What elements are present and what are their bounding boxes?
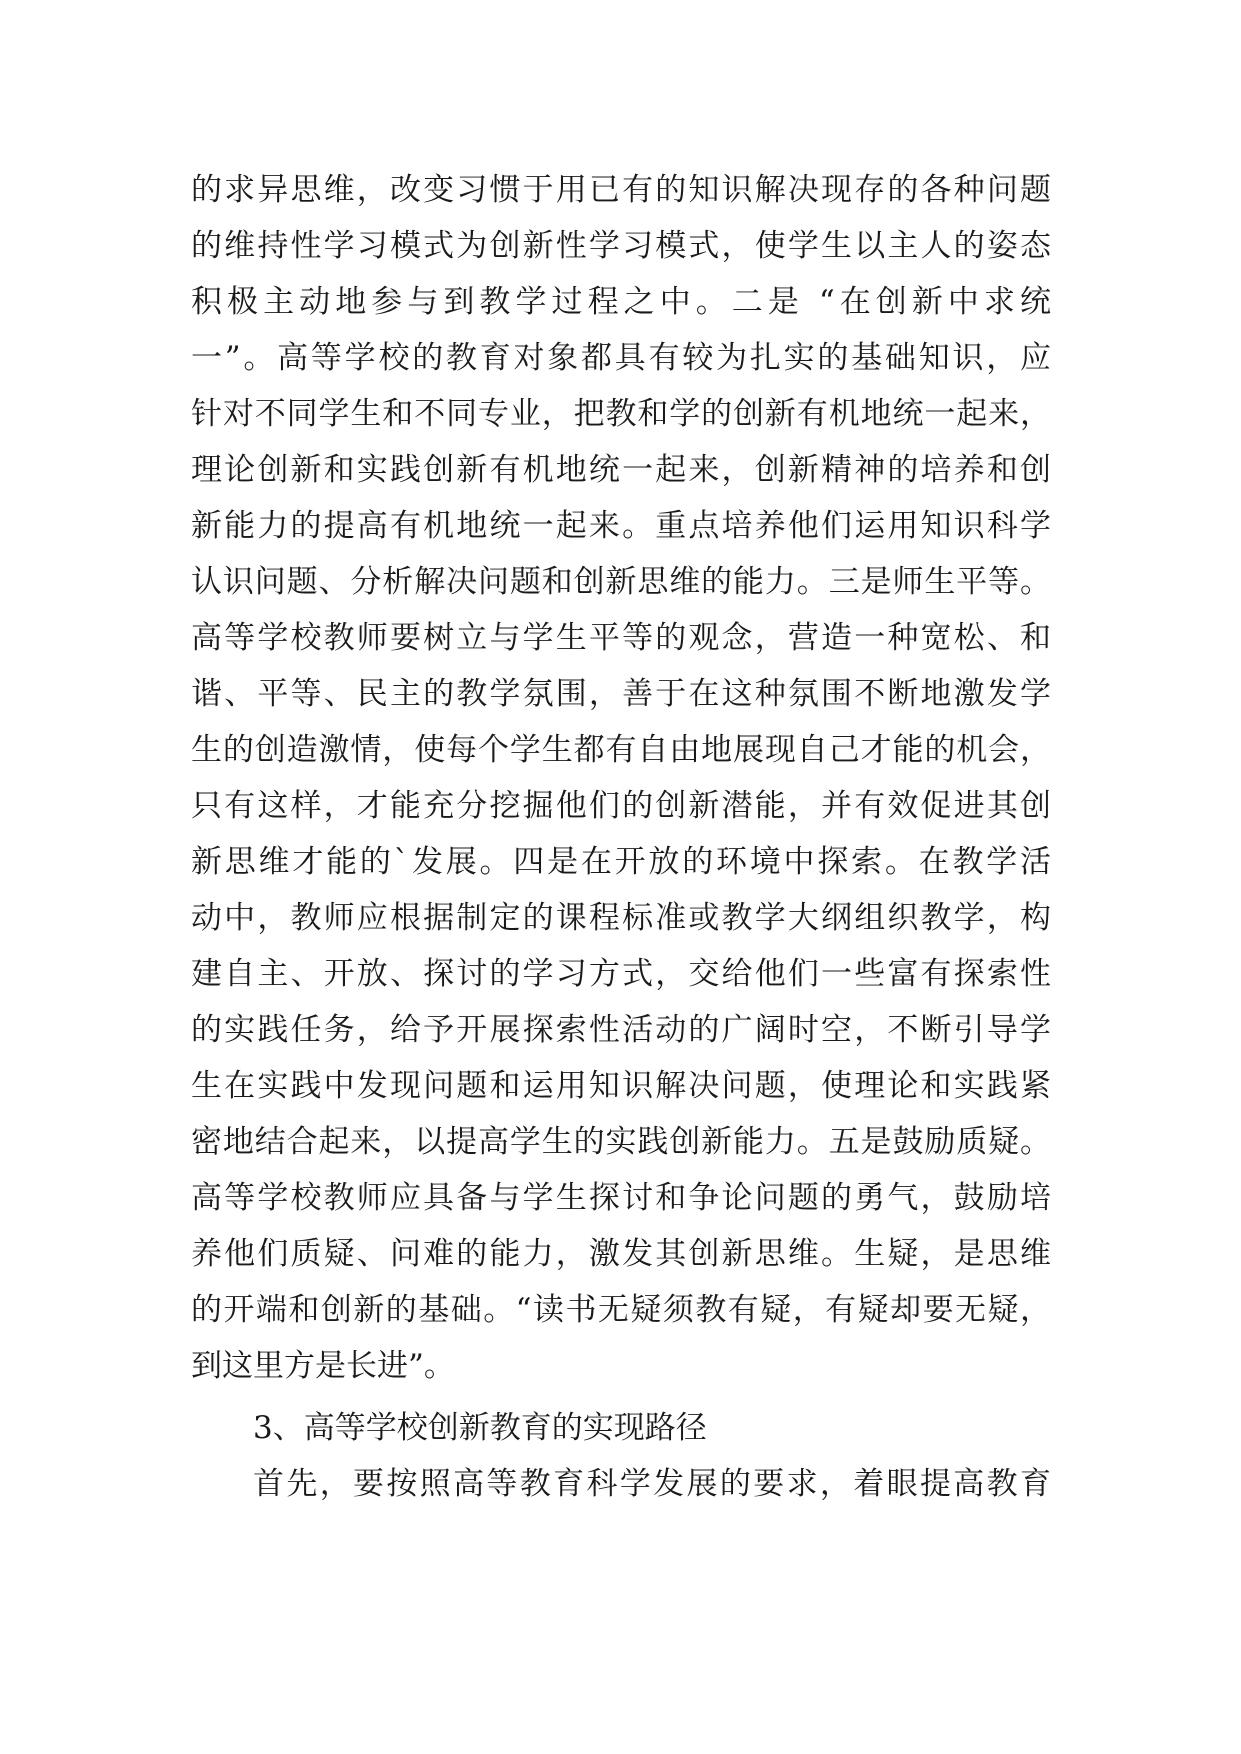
paragraph-line: 生的创造激情，使每个学生都有自由地展现自己才能的机会， xyxy=(191,732,1051,768)
paragraph-line: 养他们质疑、问难的能力，激发其创新思维。生疑，是思维 xyxy=(191,1236,1051,1272)
paragraph-line: 的开端和创新的基础。“读书无疑须教有疑，有疑却要无疑， xyxy=(191,1292,1051,1328)
paragraph-line: 只有这样，才能充分挖掘他们的创新潜能，并有效促进其创 xyxy=(191,788,1051,824)
paragraph-line: 首先，要按照高等教育科学发展的要求，着眼提高教育 xyxy=(253,1466,1051,1502)
paragraph-line: 积极主动地参与到教学过程之中。二是 “在创新中求统 xyxy=(191,284,1051,320)
paragraph-line: 认识问题、分析解决问题和创新思维的能力。三是师生平等。 xyxy=(191,564,1051,600)
paragraph-line: 针对不同学生和不同专业，把教和学的创新有机地统一起来， xyxy=(191,396,1051,432)
paragraph-line: 高等学校教师应具备与学生探讨和争论问题的勇气，鼓励培 xyxy=(191,1180,1051,1216)
paragraph-line: 理论创新和实践创新有机地统一起来，创新精神的培养和创 xyxy=(191,452,1051,488)
paragraph-line: 的实践任务，给予开展探索性活动的广阔时空，不断引导学 xyxy=(191,1012,1051,1048)
paragraph-line: 的求异思维，改变习惯于用已有的知识解决现存的各种问题 xyxy=(191,172,1051,208)
paragraph-line: 的维持性学习模式为创新性学习模式，使学生以主人的姿态 xyxy=(191,228,1051,264)
paragraph-line: 到这里方是长进”。 xyxy=(191,1348,455,1384)
section-heading: 3、高等学校创新教育的实现路径 xyxy=(253,1410,707,1446)
body-text xyxy=(191,162,1051,1512)
paragraph-line: 动中，教师应根据制定的课程标准或教学大纲组织教学，构 xyxy=(191,900,1051,936)
paragraph-line: 高等学校教师要树立与学生平等的观念，营造一种宽松、和 xyxy=(191,620,1051,656)
paragraph-line: 谐、平等、民主的教学氛围，善于在这种氛围不断地激发学 xyxy=(191,676,1051,712)
paragraph-line: 生在实践中发现问题和运用知识解决问题，使理论和实践紧 xyxy=(191,1068,1051,1104)
paragraph-line: 新思维才能的`发展。四是在开放的环境中探索。在教学活 xyxy=(191,844,1051,880)
paragraph-line: 新能力的提高有机地统一起来。重点培养他们运用知识科学 xyxy=(191,508,1051,544)
paragraph-line: 建自主、开放、探讨的学习方式，交给他们一些富有探索性 xyxy=(191,956,1051,992)
paragraph-line: 一”。高等学校的教育对象都具有较为扎实的基础知识，应 xyxy=(191,340,1051,376)
paragraph-line: 密地结合起来，以提高学生的实践创新能力。五是鼓励质疑。 xyxy=(191,1124,1051,1160)
